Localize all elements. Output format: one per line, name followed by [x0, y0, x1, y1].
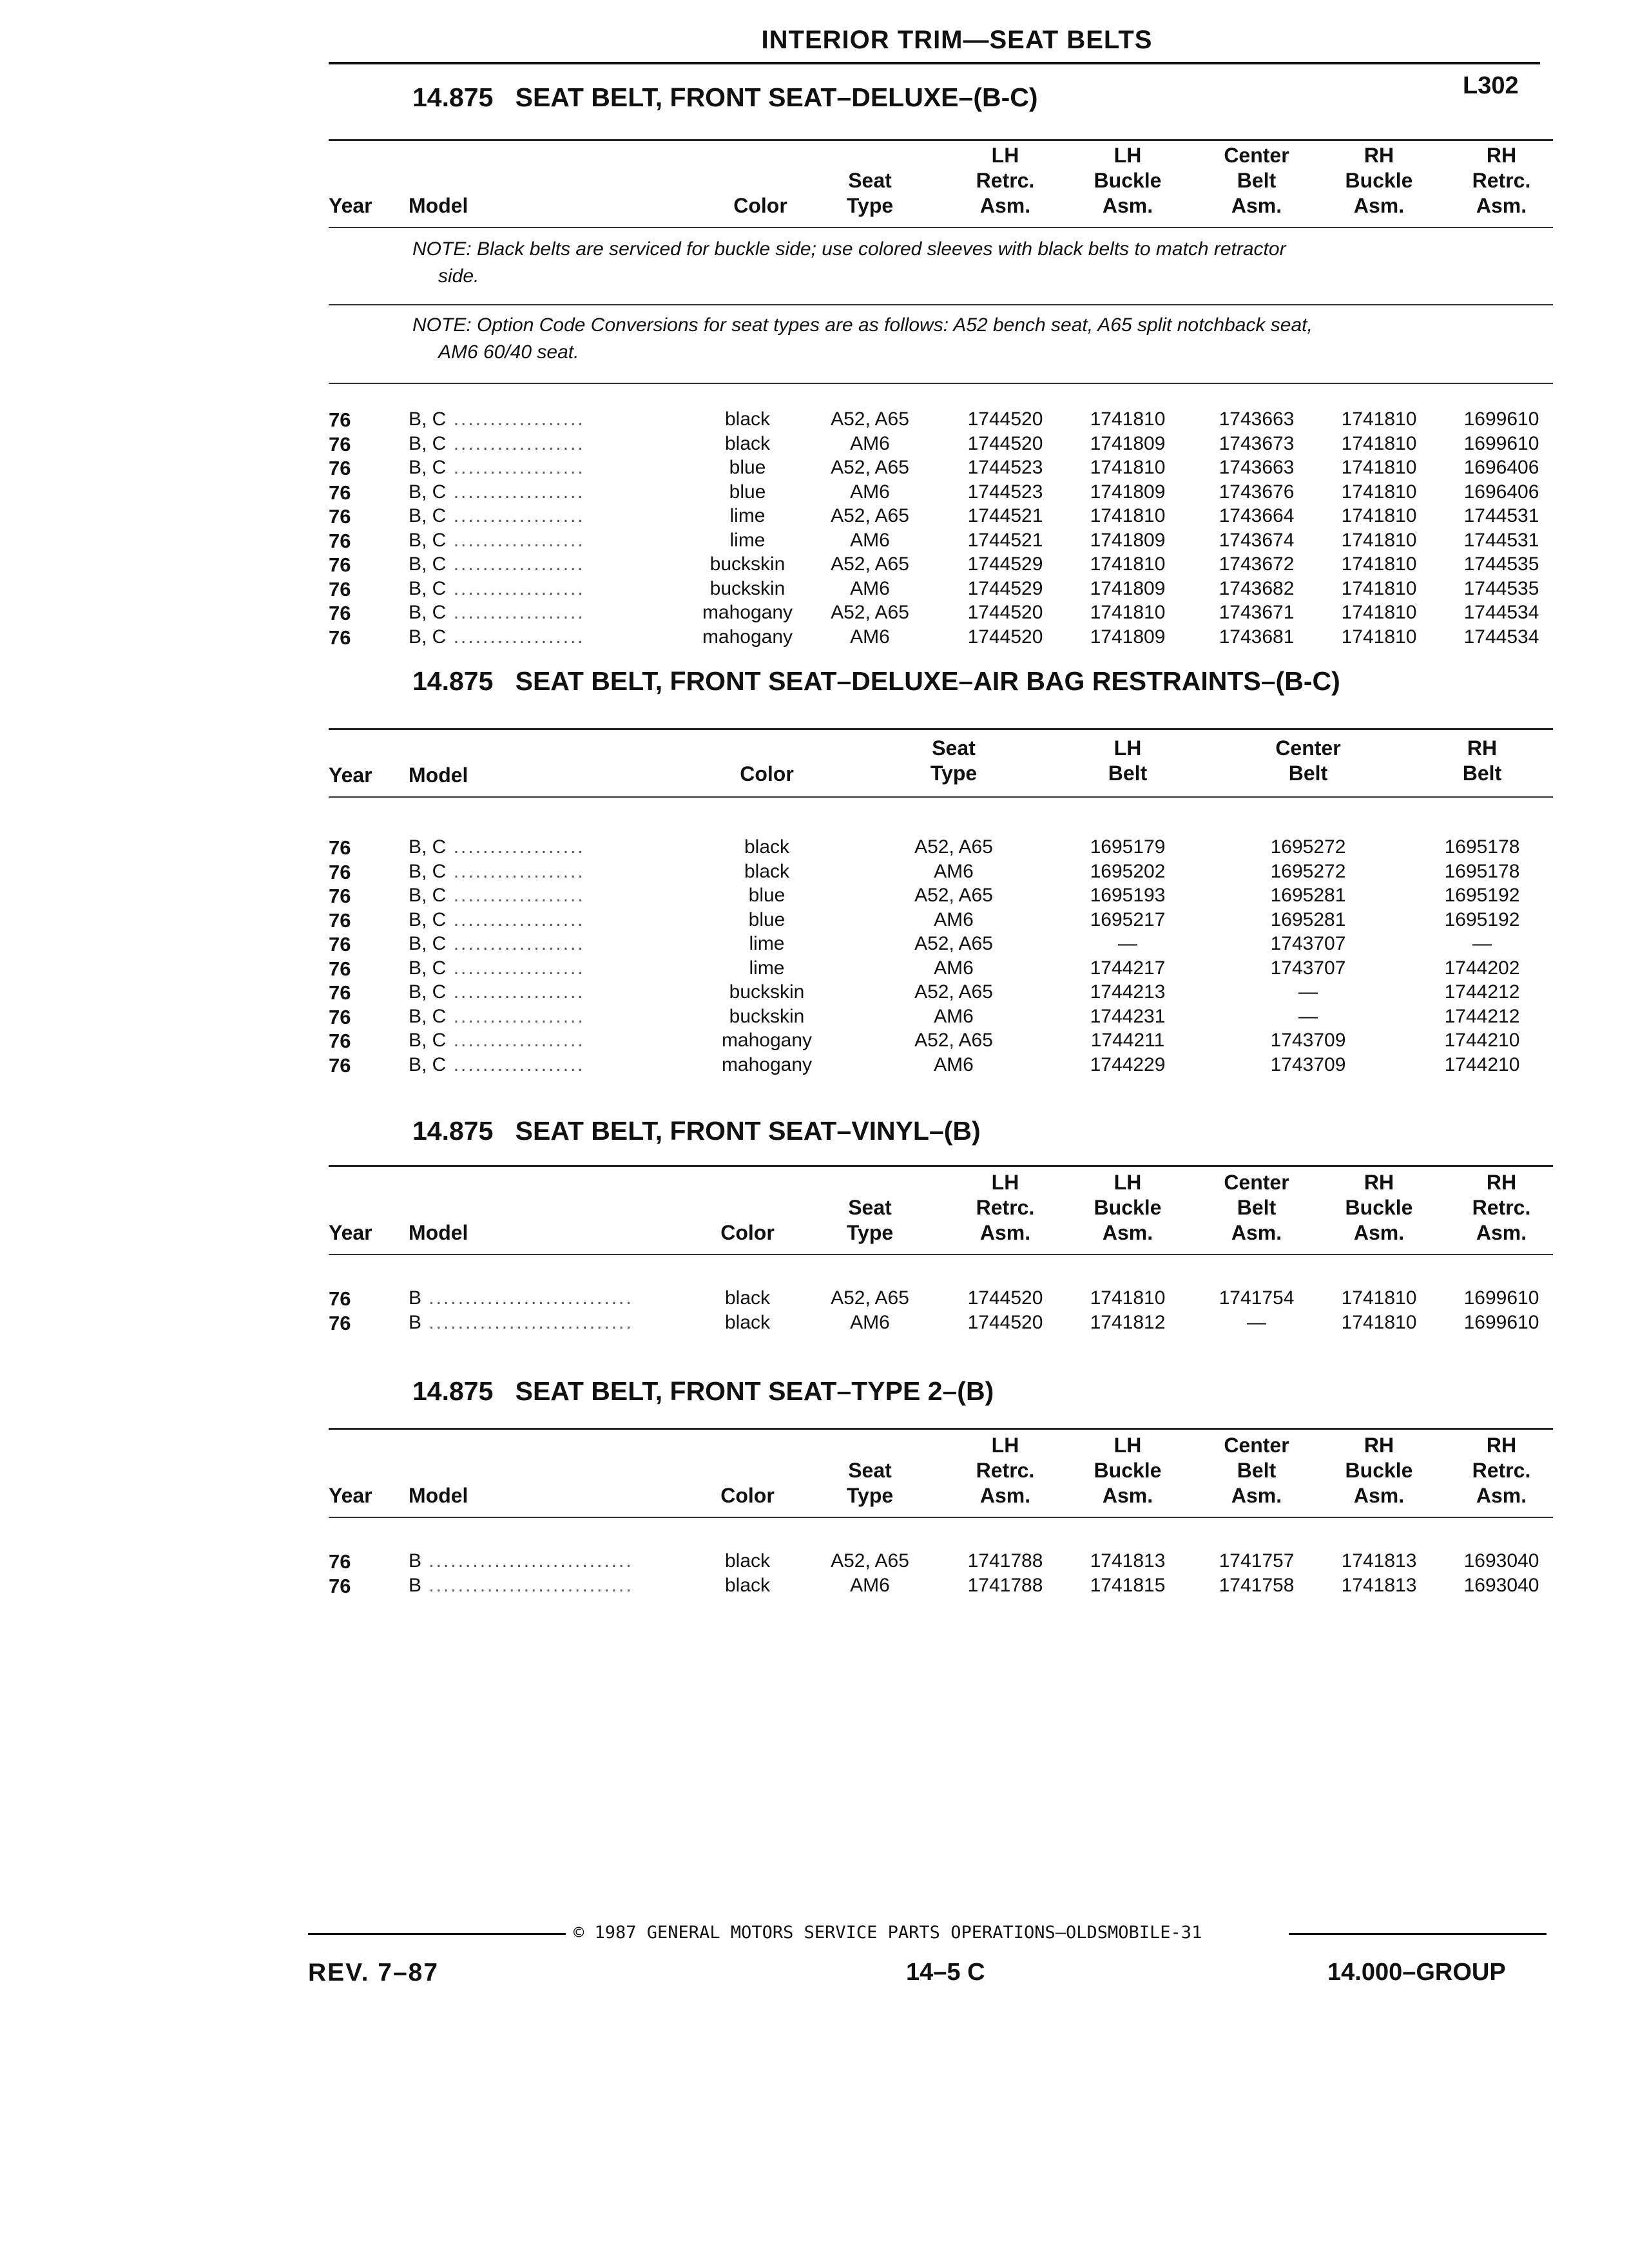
cell-color: mahogany	[721, 1053, 813, 1075]
cell-color: mahogany	[702, 602, 793, 623]
cell-lh-belt: 1695179	[1090, 836, 1166, 858]
cell-year: 76	[329, 626, 351, 649]
cell-seat-type: A52, A65	[831, 505, 909, 526]
cell-rh-buckle: 1741810	[1341, 457, 1417, 478]
page-number: 14–5 C	[906, 1959, 985, 1986]
section-type-2	[329, 1365, 1553, 1622]
table-row	[329, 1312, 1553, 1336]
cell-year: 76	[329, 836, 351, 859]
cell-lh-belt: 1744231	[1090, 1005, 1166, 1027]
header-rule	[329, 1517, 1553, 1518]
cell-rh-retrc: 1699610	[1463, 408, 1539, 430]
cell-color: black	[724, 1550, 771, 1571]
col-lh-buckle: LH Buckle Asm.	[1094, 144, 1162, 217]
cell-center-belt: —	[1247, 1311, 1266, 1333]
cell-rh-belt: 1695178	[1444, 836, 1520, 858]
note-option-codes: NOTE: Option Code Conversions for seat types are as follows: A52 bench seat, A65 split notchback seat, AM6 60/40 seat.	[412, 314, 1313, 363]
cell-lh-buckle: 1741809	[1090, 481, 1166, 503]
col-seat-type: Seat Type	[846, 169, 894, 217]
cell-rh-belt: 1744212	[1444, 981, 1520, 1003]
cell-lh-retrc: 1741788	[967, 1574, 1043, 1596]
cell-rh-retrc: 1744531	[1463, 529, 1539, 551]
cell-rh-retrc: 1693040	[1463, 1574, 1539, 1596]
col-lh-buckle: LH Buckle Asm.	[1094, 1171, 1162, 1244]
cell-seat-type: AM6	[850, 1574, 890, 1596]
table-row	[329, 505, 1553, 529]
col-color: Color	[720, 1221, 775, 1244]
cell-rh-retrc: 1699610	[1463, 432, 1539, 454]
cell-model: B, C ..................	[409, 577, 585, 599]
footer-rule	[308, 1933, 566, 1935]
cell-seat-type: A52, A65	[831, 602, 909, 623]
cell-lh-buckle: 1741810	[1090, 505, 1166, 526]
cell-seat-type: AM6	[934, 908, 974, 930]
section-title: 14.875 SEAT BELT, FRONT SEAT–DELUXE–AIR BAG RESTRAINTS–(B-C)	[412, 666, 1340, 696]
cell-rh-retrc: 1696406	[1463, 481, 1539, 503]
cell-lh-buckle: 1741810	[1090, 553, 1166, 575]
col-year: Year	[329, 764, 372, 787]
col-lh-retrc: LH Retrc. Asm.	[976, 1434, 1035, 1507]
cell-lh-retrc: 1744520	[967, 1287, 1043, 1309]
cell-lh-belt: 1744213	[1090, 981, 1166, 1003]
cell-year: 76	[329, 553, 351, 576]
note-rule	[329, 383, 1553, 384]
cell-lh-buckle: 1741810	[1090, 457, 1166, 478]
table-row	[329, 433, 1553, 457]
page-code: L302	[1463, 72, 1519, 99]
cell-center-belt: 1695281	[1270, 908, 1346, 930]
cell-seat-type: AM6	[934, 1005, 974, 1027]
header-rule	[329, 796, 1553, 798]
col-rh-buckle: RH Buckle Asm.	[1345, 1434, 1413, 1507]
group-number: 14.000–GROUP	[1327, 1959, 1506, 1986]
cell-lh-buckle: 1741809	[1090, 529, 1166, 551]
cell-seat-type: AM6	[934, 860, 974, 882]
cell-year: 76	[329, 481, 351, 504]
cell-model: B, C ..................	[409, 432, 585, 454]
table-row	[329, 957, 1553, 981]
cell-rh-belt: 1744210	[1444, 1030, 1520, 1051]
cell-seat-type: A52, A65	[831, 553, 909, 575]
col-seat-type: Seat Type	[846, 1196, 894, 1244]
cell-lh-belt: —	[1118, 933, 1137, 954]
cell-rh-retrc: 1744535	[1463, 553, 1539, 575]
col-year: Year	[329, 1484, 372, 1507]
col-center-belt: Center Belt Asm.	[1224, 1171, 1289, 1244]
cell-color: blue	[748, 885, 786, 906]
cell-rh-buckle: 1741810	[1341, 602, 1417, 623]
cell-color: black	[744, 836, 790, 858]
cell-color: lime	[729, 505, 766, 526]
cell-rh-belt: 1744210	[1444, 1053, 1520, 1075]
cell-rh-retrc: 1696406	[1463, 457, 1539, 478]
cell-seat-type: AM6	[850, 481, 890, 503]
cell-color: black	[724, 408, 771, 430]
cell-year: 76	[329, 432, 351, 456]
cell-center-belt: 1743707	[1270, 957, 1346, 979]
cell-model: B, C ..................	[409, 408, 585, 430]
cell-lh-belt: 1744217	[1090, 957, 1166, 979]
cell-rh-retrc: 1699610	[1463, 1311, 1539, 1333]
cell-color: lime	[749, 957, 785, 979]
cell-rh-buckle: 1741813	[1341, 1574, 1417, 1596]
col-rh-retrc: RH Retrc. Asm.	[1472, 1434, 1531, 1507]
cell-center-belt: 1741757	[1219, 1550, 1295, 1571]
cell-rh-buckle: 1741810	[1341, 408, 1417, 430]
cell-seat-type: AM6	[850, 577, 890, 599]
cell-year: 76	[329, 957, 351, 980]
cell-lh-retrc: 1744520	[967, 432, 1043, 454]
cell-lh-buckle: 1741813	[1090, 1550, 1166, 1571]
table-row	[329, 553, 1553, 577]
cell-year: 76	[329, 529, 351, 552]
col-color: Color	[720, 1484, 775, 1507]
cell-lh-buckle: 1741812	[1090, 1311, 1166, 1333]
cell-rh-buckle: 1741810	[1341, 626, 1417, 648]
cell-color: lime	[729, 529, 766, 551]
cell-rh-retrc: 1744535	[1463, 577, 1539, 599]
cell-year: 76	[329, 577, 351, 601]
cell-year: 76	[329, 1053, 351, 1077]
cell-year: 76	[329, 981, 351, 1004]
table-row	[329, 933, 1553, 957]
note-rule	[329, 304, 1553, 305]
col-model: Model	[409, 764, 468, 787]
col-center-belt: Center Belt	[1275, 736, 1341, 785]
header-rule	[329, 1254, 1553, 1255]
section-title: 14.875 SEAT BELT, FRONT SEAT–TYPE 2–(B)	[412, 1376, 994, 1406]
cell-center-belt: 1741754	[1219, 1287, 1295, 1309]
col-center-belt: Center Belt Asm.	[1224, 1434, 1289, 1507]
cell-seat-type: AM6	[850, 432, 890, 454]
col-lh-belt: LH Belt	[1108, 736, 1148, 785]
cell-model: B, C ..................	[409, 457, 585, 478]
cell-model: B ............................	[409, 1550, 633, 1571]
cell-color: buckskin	[709, 577, 786, 599]
cell-seat-type: A52, A65	[914, 1030, 993, 1051]
cell-lh-buckle: 1741809	[1090, 577, 1166, 599]
cell-lh-buckle: 1741810	[1090, 408, 1166, 430]
cell-rh-buckle: 1741810	[1341, 529, 1417, 551]
cell-lh-buckle: 1741809	[1090, 626, 1166, 648]
col-rh-retrc: RH Retrc. Asm.	[1472, 144, 1531, 217]
cell-rh-buckle: 1741810	[1341, 1287, 1417, 1309]
col-lh-retrc: LH Retrc. Asm.	[976, 1171, 1035, 1244]
cell-color: black	[724, 1287, 771, 1309]
cell-model: B, C ..................	[409, 981, 585, 1003]
cell-center-belt: 1695281	[1270, 885, 1346, 906]
cell-model: B, C ..................	[409, 481, 585, 503]
header-rule	[329, 62, 1540, 64]
cell-center-belt: 1743682	[1219, 577, 1295, 599]
cell-rh-belt: 1695192	[1444, 885, 1520, 906]
page-title: INTERIOR TRIM—SEAT BELTS	[761, 26, 1153, 54]
cell-year: 76	[329, 505, 351, 528]
cell-model: B, C ..................	[409, 505, 585, 526]
cell-model: B, C ..................	[409, 933, 585, 954]
cell-center-belt: —	[1298, 1005, 1318, 1027]
col-lh-retrc: LH Retrc. Asm.	[976, 144, 1035, 217]
section-rule	[329, 139, 1553, 141]
cell-year: 76	[329, 885, 351, 907]
cell-seat-type: AM6	[850, 529, 890, 551]
section-vinyl	[329, 1107, 1553, 1365]
cell-rh-buckle: 1741813	[1341, 1550, 1417, 1571]
cell-model: B ............................	[409, 1287, 633, 1309]
cell-color: buckskin	[709, 553, 786, 575]
cell-lh-buckle: 1741810	[1090, 1287, 1166, 1309]
cell-rh-buckle: 1741810	[1341, 553, 1417, 575]
cell-color: buckskin	[729, 981, 805, 1003]
cell-rh-belt: 1695178	[1444, 860, 1520, 882]
cell-color: blue	[748, 908, 786, 930]
cell-year: 76	[329, 908, 351, 932]
table-row	[329, 1006, 1553, 1030]
col-seat-type: Seat Type	[930, 736, 978, 785]
note-buckle-side: NOTE: Black belts are serviced for buckle side; use colored sleeves with black belts to match retractor side.	[412, 238, 1286, 287]
cell-center-belt: 1743664	[1219, 505, 1295, 526]
table-row	[329, 885, 1553, 908]
table-row	[329, 626, 1553, 650]
table-row	[329, 602, 1553, 626]
table-row	[329, 836, 1553, 860]
cell-color: black	[724, 1311, 771, 1333]
col-seat-type: Seat Type	[846, 1459, 894, 1507]
cell-lh-retrc: 1744521	[967, 529, 1043, 551]
cell-lh-retrc: 1744520	[967, 408, 1043, 430]
cell-model: B, C ..................	[409, 1053, 585, 1075]
cell-model: B ............................	[409, 1311, 633, 1333]
cell-seat-type: A52, A65	[914, 885, 993, 906]
cell-center-belt: 1743681	[1219, 626, 1295, 648]
cell-seat-type: A52, A65	[914, 836, 993, 858]
cell-model: B, C ..................	[409, 1030, 585, 1051]
cell-center-belt: 1743671	[1219, 602, 1295, 623]
cell-center-belt: 1743709	[1270, 1053, 1346, 1075]
cell-model: B, C ..................	[409, 626, 585, 648]
cell-rh-retrc: 1744531	[1463, 505, 1539, 526]
cell-model: B, C ..................	[409, 1005, 585, 1027]
cell-year: 76	[329, 408, 351, 431]
col-rh-buckle: RH Buckle Asm.	[1345, 1171, 1413, 1244]
cell-model: B, C ..................	[409, 860, 585, 882]
cell-center-belt: 1743672	[1219, 553, 1295, 575]
cell-lh-retrc: 1744529	[967, 553, 1043, 575]
cell-lh-retrc: 1744521	[967, 505, 1043, 526]
cell-lh-retrc: 1744523	[967, 457, 1043, 478]
cell-color: mahogany	[721, 1030, 813, 1051]
cell-rh-retrc: 1699610	[1463, 1287, 1539, 1309]
cell-rh-belt: 1695192	[1444, 908, 1520, 930]
cell-rh-buckle: 1741810	[1341, 481, 1417, 503]
cell-lh-retrc: 1744523	[967, 481, 1043, 503]
cell-lh-belt: 1695193	[1090, 885, 1166, 906]
cell-center-belt: 1743663	[1219, 408, 1295, 430]
cell-seat-type: AM6	[934, 957, 974, 979]
col-color: Color	[740, 762, 794, 785]
cell-model: B, C ..................	[409, 836, 585, 858]
section-title: 14.875 SEAT BELT, FRONT SEAT–VINYL–(B)	[412, 1116, 981, 1146]
section-title: 14.875 SEAT BELT, FRONT SEAT–DELUXE–(B-C)	[412, 82, 1038, 112]
cell-center-belt: 1741758	[1219, 1574, 1295, 1596]
cell-model: B ............................	[409, 1574, 633, 1596]
section-deluxe	[329, 76, 1553, 656]
table-row	[329, 1054, 1553, 1078]
cell-color: blue	[729, 457, 766, 478]
revision-date: REV. 7–87	[308, 1959, 439, 1986]
cell-seat-type: A52, A65	[831, 457, 909, 478]
table-row	[329, 1575, 1553, 1599]
cell-center-belt: 1695272	[1270, 860, 1346, 882]
cell-center-belt: 1743673	[1219, 432, 1295, 454]
cell-year: 76	[329, 1030, 351, 1052]
cell-lh-retrc: 1744520	[967, 602, 1043, 623]
cell-year: 76	[329, 933, 351, 956]
cell-lh-belt: 1695202	[1090, 860, 1166, 882]
cell-lh-belt: 1695217	[1090, 908, 1166, 930]
col-rh-buckle: RH Buckle Asm.	[1345, 144, 1413, 217]
cell-color: lime	[749, 933, 785, 954]
cell-seat-type: AM6	[850, 1311, 890, 1333]
table-row	[329, 481, 1553, 505]
cell-lh-buckle: 1741810	[1090, 602, 1166, 623]
cell-lh-buckle: 1741815	[1090, 1574, 1166, 1596]
cell-color: black	[724, 1574, 771, 1596]
cell-lh-retrc: 1741788	[967, 1550, 1043, 1571]
cell-year: 76	[329, 1005, 351, 1028]
col-year: Year	[329, 194, 372, 217]
cell-center-belt: 1743676	[1219, 481, 1295, 503]
cell-rh-buckle: 1741810	[1341, 432, 1417, 454]
cell-rh-belt: 1744212	[1444, 1005, 1520, 1027]
cell-color: buckskin	[729, 1005, 805, 1027]
cell-rh-buckle: 1741810	[1341, 577, 1417, 599]
cell-year: 76	[329, 1287, 351, 1310]
cell-seat-type: A52, A65	[831, 1550, 909, 1571]
table-row	[329, 578, 1553, 602]
cell-seat-type: A52, A65	[914, 981, 993, 1003]
cell-year: 76	[329, 457, 351, 479]
cell-year: 76	[329, 1550, 351, 1573]
table-row	[329, 457, 1553, 481]
cell-lh-retrc: 1744520	[967, 1311, 1043, 1333]
cell-model: B, C ..................	[409, 602, 585, 623]
col-rh-belt: RH Belt	[1462, 736, 1502, 785]
section-rule	[329, 1165, 1553, 1167]
col-center-belt: Center Belt Asm.	[1224, 144, 1289, 217]
section-rule	[329, 1428, 1553, 1430]
cell-seat-type: A52, A65	[914, 933, 993, 954]
cell-seat-type: A52, A65	[831, 1287, 909, 1309]
table-row	[329, 530, 1553, 553]
cell-color: mahogany	[702, 626, 793, 648]
cell-model: B, C ..................	[409, 957, 585, 979]
table-row	[329, 981, 1553, 1005]
cell-rh-belt: —	[1472, 933, 1492, 954]
header-rule	[329, 227, 1553, 228]
col-rh-retrc: RH Retrc. Asm.	[1472, 1171, 1531, 1244]
cell-seat-type: A52, A65	[831, 408, 909, 430]
col-model: Model	[409, 1484, 468, 1507]
cell-center-belt: 1743663	[1219, 457, 1295, 478]
cell-color: blue	[729, 481, 766, 503]
cell-rh-buckle: 1741810	[1341, 505, 1417, 526]
cell-rh-belt: 1744202	[1444, 957, 1520, 979]
col-year: Year	[329, 1221, 372, 1244]
cell-lh-belt: 1744211	[1090, 1030, 1165, 1051]
cell-color: black	[744, 860, 790, 882]
cell-seat-type: AM6	[934, 1053, 974, 1075]
cell-year: 76	[329, 1311, 351, 1334]
cell-rh-retrc: 1744534	[1463, 626, 1539, 648]
cell-center-belt: 1743707	[1270, 933, 1346, 954]
table-row	[329, 1550, 1553, 1574]
col-color: Color	[733, 194, 787, 217]
cell-rh-retrc: 1744534	[1463, 602, 1539, 623]
cell-year: 76	[329, 860, 351, 883]
cell-lh-retrc: 1744529	[967, 577, 1043, 599]
cell-lh-belt: 1744229	[1090, 1053, 1166, 1075]
cell-rh-buckle: 1741810	[1341, 1311, 1417, 1333]
cell-year: 76	[329, 602, 351, 624]
cell-lh-buckle: 1741809	[1090, 432, 1166, 454]
col-model: Model	[409, 194, 468, 217]
cell-model: B, C ..................	[409, 908, 585, 930]
copyright-notice: © 1987 GENERAL MOTORS SERVICE PARTS OPERATIONS—OLDSMOBILE-31	[574, 1923, 1202, 1943]
cell-color: black	[724, 432, 771, 454]
footer-rule	[1289, 1933, 1547, 1935]
cell-model: B, C ..................	[409, 529, 585, 551]
table-row	[329, 861, 1553, 885]
table-row	[329, 909, 1553, 933]
cell-center-belt: 1743674	[1219, 529, 1295, 551]
cell-center-belt: 1743709	[1270, 1030, 1346, 1051]
cell-center-belt: —	[1298, 981, 1318, 1003]
cell-seat-type: AM6	[850, 626, 890, 648]
cell-year: 76	[329, 1574, 351, 1597]
table-row	[329, 1030, 1553, 1053]
col-lh-buckle: LH Buckle Asm.	[1094, 1434, 1162, 1507]
cell-center-belt: 1695272	[1270, 836, 1346, 858]
section-rule	[329, 728, 1553, 730]
cell-model: B, C ..................	[409, 885, 585, 906]
cell-model: B, C ..................	[409, 553, 585, 575]
cell-rh-retrc: 1693040	[1463, 1550, 1539, 1571]
cell-lh-retrc: 1744520	[967, 626, 1043, 648]
section-air-bag	[329, 656, 1553, 1107]
table-row	[329, 1287, 1553, 1311]
table-row	[329, 408, 1553, 432]
col-model: Model	[409, 1221, 468, 1244]
